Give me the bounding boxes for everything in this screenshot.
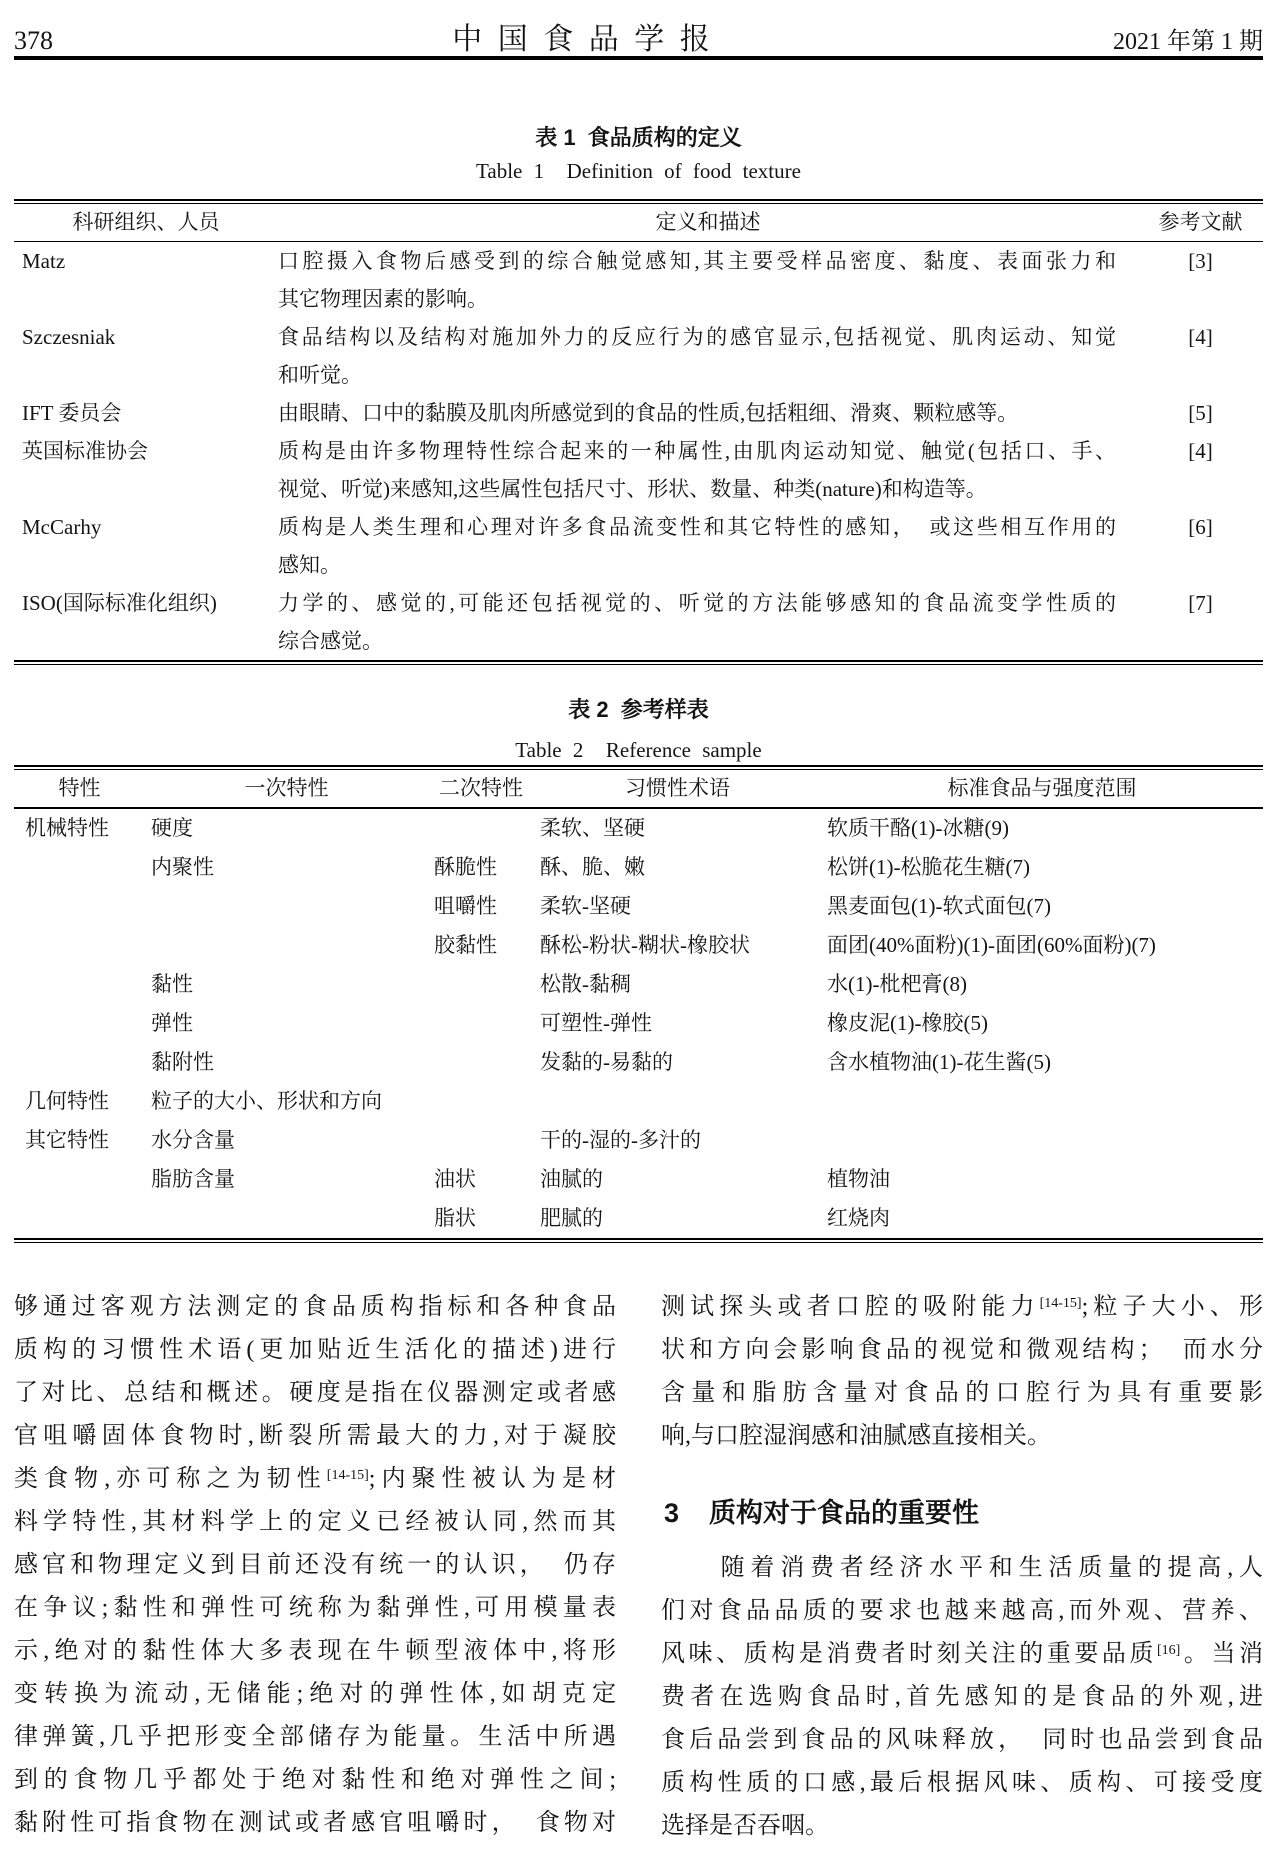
organization-cell: IFT 委员会: [22, 401, 122, 425]
right-column: [661, 1286, 1263, 1848]
text-line: 响,与口腔湿润感和油腻感直接相关。: [661, 1422, 1051, 1449]
table2-cell: [428, 1043, 534, 1082]
organization-cell: McCarhy: [22, 515, 102, 539]
table2-cell: [428, 1121, 534, 1160]
text-line: 选择是否吞咽。: [661, 1812, 829, 1839]
table1-row: [14, 394, 1263, 432]
reference-cell: [3]: [1188, 249, 1213, 273]
table1-caption-en: Table 1 Definition of food texture: [476, 158, 801, 183]
table2-cell: 柔软、坚硬: [540, 815, 645, 840]
citation-superscript: [14-15]: [326, 1467, 369, 1483]
table2-row: [14, 1004, 1263, 1043]
citation-superscript: [16]: [1157, 1642, 1181, 1658]
table2-cell: 黏性: [151, 971, 193, 996]
text-line: 和听觉。: [278, 363, 362, 387]
table2-cell: 硬度: [151, 815, 193, 840]
table2-cell: 柔软-坚硬: [540, 893, 631, 918]
table2-row: [14, 1121, 1263, 1160]
journal-title: 中 国 食 品 学 报: [452, 23, 714, 56]
table2-cell: [14, 1043, 145, 1082]
text-line: 律弹簧,几乎把形变全部储存为能量。生活中所遇: [14, 1723, 616, 1750]
definition-cell: [278, 432, 1138, 508]
text-line: 感知。: [278, 553, 341, 577]
paragraph-continuation: [661, 1286, 1263, 1458]
table2-cell: [14, 1199, 145, 1238]
table2-cell: [428, 965, 534, 1004]
table2-cell: 几何特性: [25, 1088, 109, 1113]
table2-cell: 发黏的-易黏的: [540, 1049, 673, 1074]
table2-cell: 油腻的: [540, 1166, 603, 1191]
page-header: [14, 14, 1263, 56]
table2-cell: 酥松-粉状-糊状-橡胶状: [540, 932, 750, 957]
definition-cell: [278, 584, 1138, 660]
text-line: 了对比、总结和概述。硬度是指在仪器测定或者感: [14, 1379, 616, 1406]
table1-row: [14, 508, 1263, 584]
table2-cell: 酥、脆、嫩: [540, 854, 645, 879]
section-number: 3: [664, 1497, 680, 1528]
text-line: 类食物,亦可称之为韧性[14-15];内聚性被认为是材: [14, 1465, 617, 1492]
table1-header-cell: 科研组织、人员: [72, 209, 220, 234]
organization-cell: ISO(国际标准化组织): [22, 591, 217, 615]
table2-header-row: [14, 770, 1263, 807]
definition-cell: [278, 394, 1138, 432]
table2-cell: [428, 1004, 534, 1043]
table2-cell: [145, 887, 428, 926]
table2-header-cell: 特性: [58, 776, 101, 800]
table2-row: [14, 926, 1263, 965]
text-line: 综合感觉。: [278, 629, 383, 653]
table2-body: [14, 809, 1263, 1238]
table2-cell: 咀嚼性: [434, 893, 497, 918]
table1-row: [14, 318, 1263, 394]
definition-cell: [278, 318, 1138, 394]
issue-label: 2021 年第 1 期: [1113, 29, 1263, 55]
paragraph: [661, 1547, 1263, 1848]
table2-cell: [821, 1121, 1263, 1160]
text-line: 官咀嚼固体食物时,断裂所需最大的力,对于凝胶: [14, 1422, 616, 1449]
table2-row: [14, 965, 1263, 1004]
left-column: [14, 1286, 616, 1848]
table2-row: [14, 1082, 1263, 1121]
table2-header-cell: 习惯性术语: [625, 776, 730, 800]
table2-row: [14, 809, 1263, 848]
table2-cell: 其它特性: [25, 1127, 109, 1152]
table2-cell: 橡皮泥(1)-橡胶(5): [827, 1010, 988, 1035]
table2-cell: [14, 848, 145, 887]
definition-cell: [278, 508, 1138, 584]
text-line: 费者在选购食品时,首先感知的是食品的外观,进: [661, 1683, 1263, 1710]
table2-cell: [14, 926, 145, 965]
table2-cell: [14, 965, 145, 1004]
table2-cell: [534, 1082, 821, 1121]
table2-cell: 水分含量: [151, 1127, 235, 1152]
table2-cell: 水(1)-枇杷膏(8): [827, 971, 967, 996]
text-line: 食后品尝到食品的风味释放， 同时也品尝到食品: [661, 1726, 1263, 1753]
table2-caption-en: Table 2 Reference sample: [515, 738, 762, 762]
table1-row: [14, 584, 1263, 660]
page-number: 378: [14, 26, 53, 55]
table2-row: [14, 848, 1263, 887]
table2-cell: 脂状: [434, 1205, 476, 1230]
table2-cell: [145, 1199, 428, 1238]
text-line: 风味、质构是消费者时刻关注的重要品质[16]。当消: [661, 1640, 1264, 1667]
table2-caption-zh: 表 2 参考样表: [568, 697, 709, 722]
text-line: 在争议;黏性和弹性可统称为黏弹性,可用模量表: [14, 1594, 616, 1621]
table2-cell: 黏附性: [151, 1049, 214, 1074]
table1-caption-zh: 表 1 食品质构的定义: [535, 124, 742, 150]
table2-cell: 干的-湿的-多汁的: [540, 1127, 701, 1152]
text-line: 黏附性可指食物在测试或者感官咀嚼时， 食物对: [14, 1809, 616, 1836]
table2-cell: [14, 887, 145, 926]
table1-header-cell: 参考文献: [1158, 209, 1243, 234]
section-heading: [661, 1494, 1263, 1532]
text-line: 随着消费者经济水平和生活质量的提高,人: [661, 1554, 1263, 1581]
table2-row: [14, 887, 1263, 926]
table2-cell: [145, 926, 428, 965]
text-line: 由眼睛、口中的黏膜及肌肉所感觉到的食品的性质,包括粗细、滑爽、颗粒感等。: [278, 401, 1019, 425]
table1-row: [14, 432, 1263, 508]
reference-cell: [7]: [1188, 591, 1213, 615]
table2-cell: 机械特性: [25, 815, 109, 840]
text-line: 质构的习惯性术语(更加贴近生活化的描述)进行: [14, 1336, 616, 1363]
table2-cell: 脂肪含量: [151, 1166, 235, 1191]
organization-cell: Matz: [22, 249, 66, 273]
table2-row: [14, 1199, 1263, 1238]
text-line: 测试探头或者口腔的吸附能力[14-15];粒子大小、形: [661, 1293, 1263, 1320]
table2-cell: 松散-黏稠: [540, 971, 631, 996]
text-line: 质构性质的口感,最后根据风味、质构、可接受度: [661, 1769, 1263, 1796]
text-line: 食品结构以及结构对施加外力的反应行为的感官显示,包括视觉、肌肉运动、知觉: [278, 325, 1116, 349]
organization-cell: Szczesniak: [22, 325, 116, 349]
organization-cell: 英国标准协会: [22, 439, 148, 463]
table1-bottom-rule: [14, 660, 1263, 665]
table2-header-cell: 二次特性: [439, 776, 523, 800]
table1-body: [14, 242, 1263, 660]
text-line: 料学特性,其材料学上的定义已经被认同,然而其: [14, 1508, 616, 1535]
reference-cell: [6]: [1188, 515, 1213, 539]
table2-cell: 软质干酪(1)-冰糖(9): [827, 815, 1009, 840]
text-line: 其它物理因素的影响。: [278, 287, 488, 311]
table2-cell: 胶黏性: [434, 932, 497, 957]
citation-superscript: [14-15]: [1039, 1295, 1082, 1311]
table2-cell: [14, 1160, 145, 1199]
text-line: 们对食品品质的要求也越来越高,而外观、营养、: [661, 1597, 1263, 1624]
text-line: 视觉、听觉)来感知,这些属性包括尺寸、形状、数量、种类(nature)和构造等。: [278, 477, 987, 501]
text-line: 够通过客观方法测定的食品质构指标和各种食品: [14, 1293, 616, 1320]
text-line: 感官和物理定义到目前还没有统一的认识， 仍存: [14, 1551, 616, 1578]
section-title: 质构对于食品的重要性: [709, 1497, 980, 1528]
table2-cell: 粒子的大小、形状和方向: [151, 1088, 382, 1113]
text-line: 示,绝对的黏性体大多表现在牛顿型液体中,将形: [14, 1637, 616, 1664]
definition-cell: [278, 242, 1138, 318]
table2-cell: 含水植物油(1)-花生酱(5): [827, 1049, 1051, 1074]
table2-cell: 弹性: [151, 1010, 193, 1035]
table2-bottom-rule: [14, 1238, 1263, 1243]
text-line: 质构是人类生理和心理对许多食品流变性和其它特性的感知， 或这些相互作用的: [278, 515, 1116, 539]
table2-cell: 肥腻的: [540, 1205, 603, 1230]
table2-header-cell: 标准食品与强度范围: [947, 776, 1137, 800]
text-line: 状和方向会影响食品的视觉和微观结构； 而水分: [661, 1336, 1263, 1363]
text-line: 含量和脂肪含量对食品的口腔行为具有重要影: [661, 1379, 1263, 1406]
reference-cell: [4]: [1188, 439, 1213, 463]
table2-cell: 酥脆性: [434, 854, 497, 879]
table2-cell: [14, 1004, 145, 1043]
table2-cell: [428, 1082, 534, 1121]
text-line: 口腔摄入食物后感受到的综合触觉感知,其主要受样品密度、黏度、表面张力和: [278, 249, 1116, 273]
table2-header-cell: 一次特性: [244, 776, 329, 800]
body-text: [14, 1286, 1263, 1848]
table2-cell: 面团(40%面粉)(1)-面团(60%面粉)(7): [827, 932, 1156, 957]
text-line: 到的食物几乎都处于绝对黏性和绝对弹性之间;: [14, 1766, 616, 1793]
table1-header-cell: 定义和描述: [655, 209, 761, 234]
text-line: 力学的、感觉的,可能还包括视觉的、听觉的方法能够感知的食品流变学性质的: [278, 591, 1116, 615]
reference-cell: [4]: [1188, 325, 1213, 349]
text-line: 质构是由许多物理特性综合起来的一种属性,由肌肉运动知觉、触觉(包括口、手、: [278, 439, 1116, 463]
table2-cell: 可塑性-弹性: [540, 1010, 652, 1035]
table2-cell: 松饼(1)-松脆花生糖(7): [827, 854, 1030, 879]
table2-cell: 油状: [434, 1166, 476, 1191]
table2-cell: 内聚性: [151, 854, 214, 879]
table2-cell: 黑麦面包(1)-软式面包(7): [827, 893, 1051, 918]
table1-header-row: [14, 204, 1263, 241]
text-line: 变转换为流动,无储能;绝对的弹性体,如胡克定: [14, 1680, 616, 1707]
table2-cell: [428, 809, 534, 848]
table2-cell: [821, 1082, 1263, 1121]
table2-cell: 植物油: [827, 1166, 890, 1191]
table2-cell: 红烧肉: [827, 1205, 890, 1230]
table1-row: [14, 242, 1263, 318]
table2-row: [14, 1160, 1263, 1199]
reference-cell: [5]: [1188, 401, 1213, 425]
table2-row: [14, 1043, 1263, 1082]
